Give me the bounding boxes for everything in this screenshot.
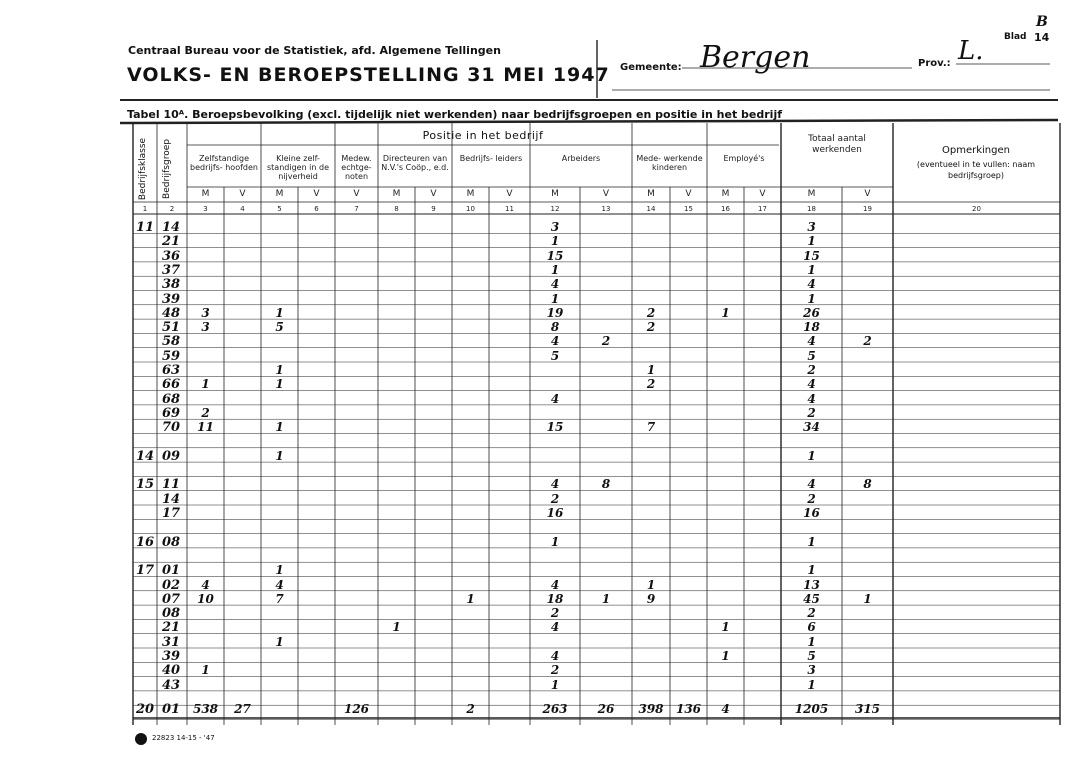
cell-value: 9 — [646, 591, 656, 606]
bedrijfsgroep-value: 09 — [162, 448, 181, 464]
cell-value: 136 — [675, 702, 702, 716]
gemeente-value: Bergen — [700, 40, 811, 75]
group-header-8: Totaal aantal werkenden — [808, 134, 866, 155]
cell-value: 3 — [201, 305, 210, 320]
column-number: 8 — [394, 205, 399, 213]
cell-value: 2 — [201, 405, 210, 420]
cell-value: 2 — [466, 702, 475, 716]
cell-value: 1 — [863, 591, 872, 606]
cell-value: 1 — [275, 377, 284, 392]
column-number: 4 — [240, 205, 245, 213]
table-title: Tabel 10ᴬ. Beroepsbevolking (excl. tijdelijk niet werkenden) naar bedrijfsgroepen en positie in het bedrijf — [127, 108, 782, 121]
group-header-4: Bedrijfs- leiders — [459, 154, 523, 163]
bedrijfsklasse-value: 16 — [136, 534, 155, 550]
cell-value: 8 — [601, 477, 611, 492]
column-number: 16 — [721, 205, 730, 213]
cell-value: 1 — [275, 563, 284, 578]
bureau-line: Centraal Bureau voor de Statistiek, afd. Algemene Tellingen — [128, 44, 501, 57]
cell-value: 6 — [807, 620, 816, 635]
cell-value: 2 — [807, 491, 816, 506]
bedrijfsgroep-value: 21 — [162, 620, 181, 636]
header-bedrijfsklasse: Bedrijfsklasse — [138, 137, 148, 201]
cell-value: 1 — [807, 534, 816, 549]
bedrijfsgroep-value: 43 — [162, 677, 181, 693]
bedrijfsgroep-value: 01 — [162, 702, 181, 717]
cell-value: 16 — [803, 506, 820, 520]
cell-value: 4 — [275, 577, 284, 592]
sub-header-v: V — [759, 189, 766, 199]
cell-value: 2 — [646, 320, 656, 335]
cell-value: 4 — [807, 277, 816, 292]
cell-value: 1 — [646, 577, 656, 592]
group-header-1: Kleine zelf- standigen in de nijverheid — [266, 154, 330, 181]
cell-value: 315 — [854, 702, 881, 716]
cell-value: 126 — [343, 702, 370, 716]
sub-header-v: V — [864, 189, 871, 199]
cell-value: 18 — [803, 320, 820, 335]
cell-value: 19 — [546, 305, 564, 320]
cell-value: 4 — [550, 391, 560, 406]
cell-value: 1 — [721, 305, 730, 320]
bedrijfsgroep-value: 21 — [162, 234, 181, 250]
bedrijfsklasse-value: 17 — [136, 563, 155, 579]
cell-value: 1 — [807, 634, 816, 649]
sub-header-v: V — [602, 189, 610, 199]
cell-value: 1 — [807, 677, 816, 692]
sub-header-m: M — [275, 189, 284, 199]
cell-value: 1 — [550, 291, 560, 306]
sub-header-v: V — [430, 189, 437, 199]
cell-value: 1 — [721, 649, 730, 663]
sub-header-m: M — [551, 189, 559, 199]
cell-value: 1 — [807, 234, 816, 249]
cell-value: 3 — [550, 220, 560, 234]
cbs-seal-icon — [135, 733, 147, 745]
cell-value: 1 — [646, 363, 656, 377]
cell-value: 5 — [275, 320, 284, 335]
column-number: 14 — [646, 205, 656, 213]
bedrijfsgroep-value: 11 — [162, 477, 181, 493]
cell-value: 4 — [550, 620, 560, 635]
cell-value: 2 — [646, 305, 656, 320]
cell-value: 8 — [863, 477, 872, 492]
cell-value: 1 — [201, 377, 210, 392]
cell-value: 5 — [807, 348, 816, 363]
cell-value: 15 — [803, 248, 820, 263]
bedrijfsgroep-value: 08 — [162, 606, 181, 622]
cell-value: 1 — [807, 563, 816, 578]
cell-value: 5 — [550, 348, 560, 363]
cell-value: 1 — [275, 448, 284, 463]
group-header-5: Arbeiders — [561, 154, 601, 163]
bedrijfsklasse-value: 20 — [136, 702, 155, 717]
gemeente-label: Gemeente: — [620, 62, 682, 73]
bedrijfsgroep-value: 69 — [162, 405, 181, 421]
cell-value: 1 — [550, 677, 560, 692]
column-number: 1 — [142, 205, 148, 213]
sub-header-m: M — [392, 189, 401, 199]
group-header-7: Employé's — [723, 154, 765, 163]
blad-label: Blad — [1004, 32, 1027, 42]
cell-value: 4 — [201, 577, 210, 592]
cell-value: 3 — [201, 320, 210, 335]
cell-value: 4 — [807, 391, 816, 406]
cell-value: 1 — [275, 363, 284, 377]
cell-value: 4 — [550, 334, 560, 349]
cell-value: 1 — [807, 448, 816, 463]
column-number: 18 — [807, 205, 816, 213]
column-number: 3 — [203, 205, 208, 213]
group-header-2: Medew. echtge- noten — [341, 154, 372, 181]
cell-value: 2 — [601, 334, 611, 349]
sub-header-v: V — [506, 189, 513, 199]
bedrijfsgroep-value: 70 — [162, 420, 181, 436]
column-number: 5 — [277, 205, 282, 213]
bedrijfsgroep-value: 39 — [162, 291, 181, 307]
bedrijfsgroep-value: 63 — [162, 363, 181, 378]
cell-value: 2 — [807, 363, 816, 377]
cell-value: 4 — [807, 477, 816, 492]
prov-label: Prov.: — [918, 58, 951, 69]
column-number: 10 — [466, 205, 475, 213]
bedrijfsgroep-value: 48 — [162, 305, 181, 321]
bedrijfsgroep-value: 68 — [162, 391, 181, 407]
column-number: 15 — [684, 205, 693, 213]
cell-value: 4 — [807, 334, 816, 349]
sub-header-m: M — [201, 189, 210, 199]
sub-header-v: V — [685, 189, 692, 199]
form-title: VOLKS- EN BEROEPSTELLING 31 MEI 1947 — [127, 64, 610, 86]
cell-value: 1 — [275, 305, 284, 320]
column-number: 7 — [354, 205, 359, 213]
table-top-rule — [120, 120, 1058, 123]
group-header-0: Zelfstandige bedrijfs- hoofden — [190, 154, 258, 172]
column-number: 6 — [314, 205, 319, 213]
cell-value: 4 — [807, 377, 816, 392]
column-number: 2 — [169, 205, 175, 213]
cell-value: 4 — [550, 277, 560, 292]
column-number: 20 — [972, 205, 981, 213]
bedrijfsgroep-value: 38 — [162, 277, 181, 293]
bedrijfsgroep-value: 08 — [162, 534, 181, 550]
column-number: 17 — [758, 205, 767, 213]
cell-value: 1 — [550, 262, 560, 277]
bedrijfsgroep-value: 01 — [162, 563, 181, 579]
cell-value: 11 — [197, 420, 214, 435]
sub-header-v: V — [313, 189, 320, 199]
bedrijfsgroep-value: 40 — [162, 663, 181, 679]
bedrijfsgroep-value: 07 — [162, 591, 181, 607]
bedrijfsgroep-value: 66 — [162, 377, 181, 393]
sub-header-v: V — [353, 189, 360, 199]
bedrijfsgroep-value: 36 — [162, 248, 181, 264]
column-number: 13 — [601, 205, 611, 213]
cell-value: 5 — [807, 649, 816, 663]
column-number: 11 — [505, 205, 514, 213]
remarks-subheader: (eventueel in te vullen: naam bedrijfsgroep) — [916, 160, 1036, 180]
header-bedrijfsgroep: Bedrijfsgroep — [162, 139, 172, 199]
group-header-3: Directeuren van N.V.'s Coöp., e.d. — [381, 154, 449, 172]
cell-value: 13 — [803, 577, 820, 592]
cell-value: 7 — [646, 420, 656, 435]
cell-value: 18 — [546, 591, 564, 606]
cell-value: 2 — [550, 606, 560, 621]
cell-value: 15 — [546, 420, 564, 435]
cell-value: 4 — [550, 577, 560, 592]
positie-header: Positie in het bedrijf — [422, 129, 544, 142]
sub-header-m: M — [807, 189, 816, 199]
cell-value: 1 — [550, 534, 560, 549]
cell-value: 2 — [550, 491, 560, 506]
cell-value: 1 — [275, 634, 284, 649]
bedrijfsgroep-value: 51 — [162, 320, 181, 336]
cell-value: 2 — [807, 405, 816, 420]
bedrijfsklasse-value: 15 — [136, 477, 155, 493]
cell-value: 1205 — [794, 702, 829, 716]
cell-value: 1 — [201, 663, 210, 678]
cell-value: 3 — [807, 220, 816, 234]
cell-value: 16 — [546, 506, 564, 520]
bedrijfsgroep-value: 31 — [162, 634, 181, 650]
cell-value: 26 — [597, 702, 615, 716]
column-number: 19 — [863, 205, 872, 213]
cell-value: 2 — [646, 377, 656, 392]
column-number: 12 — [550, 205, 560, 213]
cell-value: 4 — [721, 702, 730, 716]
sub-header-v: V — [239, 189, 246, 199]
blad-letter: B — [1036, 14, 1048, 30]
bedrijfsgroep-value: 39 — [162, 649, 181, 664]
bedrijfsgroep-value: 17 — [162, 506, 181, 521]
remarks-header: Opmerkingen — [942, 145, 1010, 156]
bedrijfsklasse-value: 11 — [136, 220, 155, 235]
print-code: 22823 14-15 - '47 — [152, 734, 215, 742]
bedrijfsgroep-value: 58 — [162, 334, 181, 350]
cell-value: 7 — [275, 591, 284, 606]
column-number: 9 — [431, 205, 436, 213]
cell-value: 10 — [197, 591, 214, 606]
bedrijfsgroep-value: 02 — [162, 577, 181, 593]
cell-value: 1 — [550, 234, 560, 249]
cell-value: 1 — [721, 620, 730, 635]
blad-number: 14 — [1034, 31, 1050, 44]
cell-value: 398 — [638, 702, 664, 716]
cell-value: 2 — [807, 606, 816, 621]
sub-header-m: M — [721, 189, 730, 199]
cell-value: 1 — [807, 291, 816, 306]
cell-value: 2 — [863, 334, 872, 349]
cell-value: 4 — [550, 477, 560, 492]
cell-value: 3 — [807, 663, 816, 678]
cell-value: 1 — [601, 591, 611, 606]
group-header-6: Mede- werkende kinderen — [636, 154, 703, 172]
bedrijfsklasse-value: 14 — [136, 448, 155, 464]
cell-value: 1 — [466, 591, 475, 606]
bedrijfsgroep-value: 14 — [162, 491, 181, 507]
sub-header-m: M — [466, 189, 475, 199]
cell-value: 27 — [234, 702, 251, 716]
cell-value: 1 — [392, 620, 401, 635]
cell-value: 15 — [546, 248, 564, 263]
cell-value: 8 — [550, 320, 560, 335]
prov-value: L. — [958, 36, 984, 66]
bedrijfsgroep-value: 59 — [162, 348, 181, 364]
bedrijfsgroep-value: 37 — [162, 262, 181, 278]
cell-value: 34 — [803, 420, 820, 435]
cell-value: 2 — [550, 663, 560, 678]
cell-value: 45 — [803, 591, 820, 606]
cell-value: 1 — [275, 420, 284, 435]
cell-value: 26 — [803, 305, 820, 320]
bedrijfsgroep-value: 14 — [162, 220, 181, 235]
cell-value: 538 — [192, 702, 219, 716]
cell-value: 263 — [542, 702, 568, 716]
cell-value: 4 — [550, 649, 560, 663]
cell-value: 1 — [807, 262, 816, 277]
sub-header-m: M — [647, 189, 655, 199]
